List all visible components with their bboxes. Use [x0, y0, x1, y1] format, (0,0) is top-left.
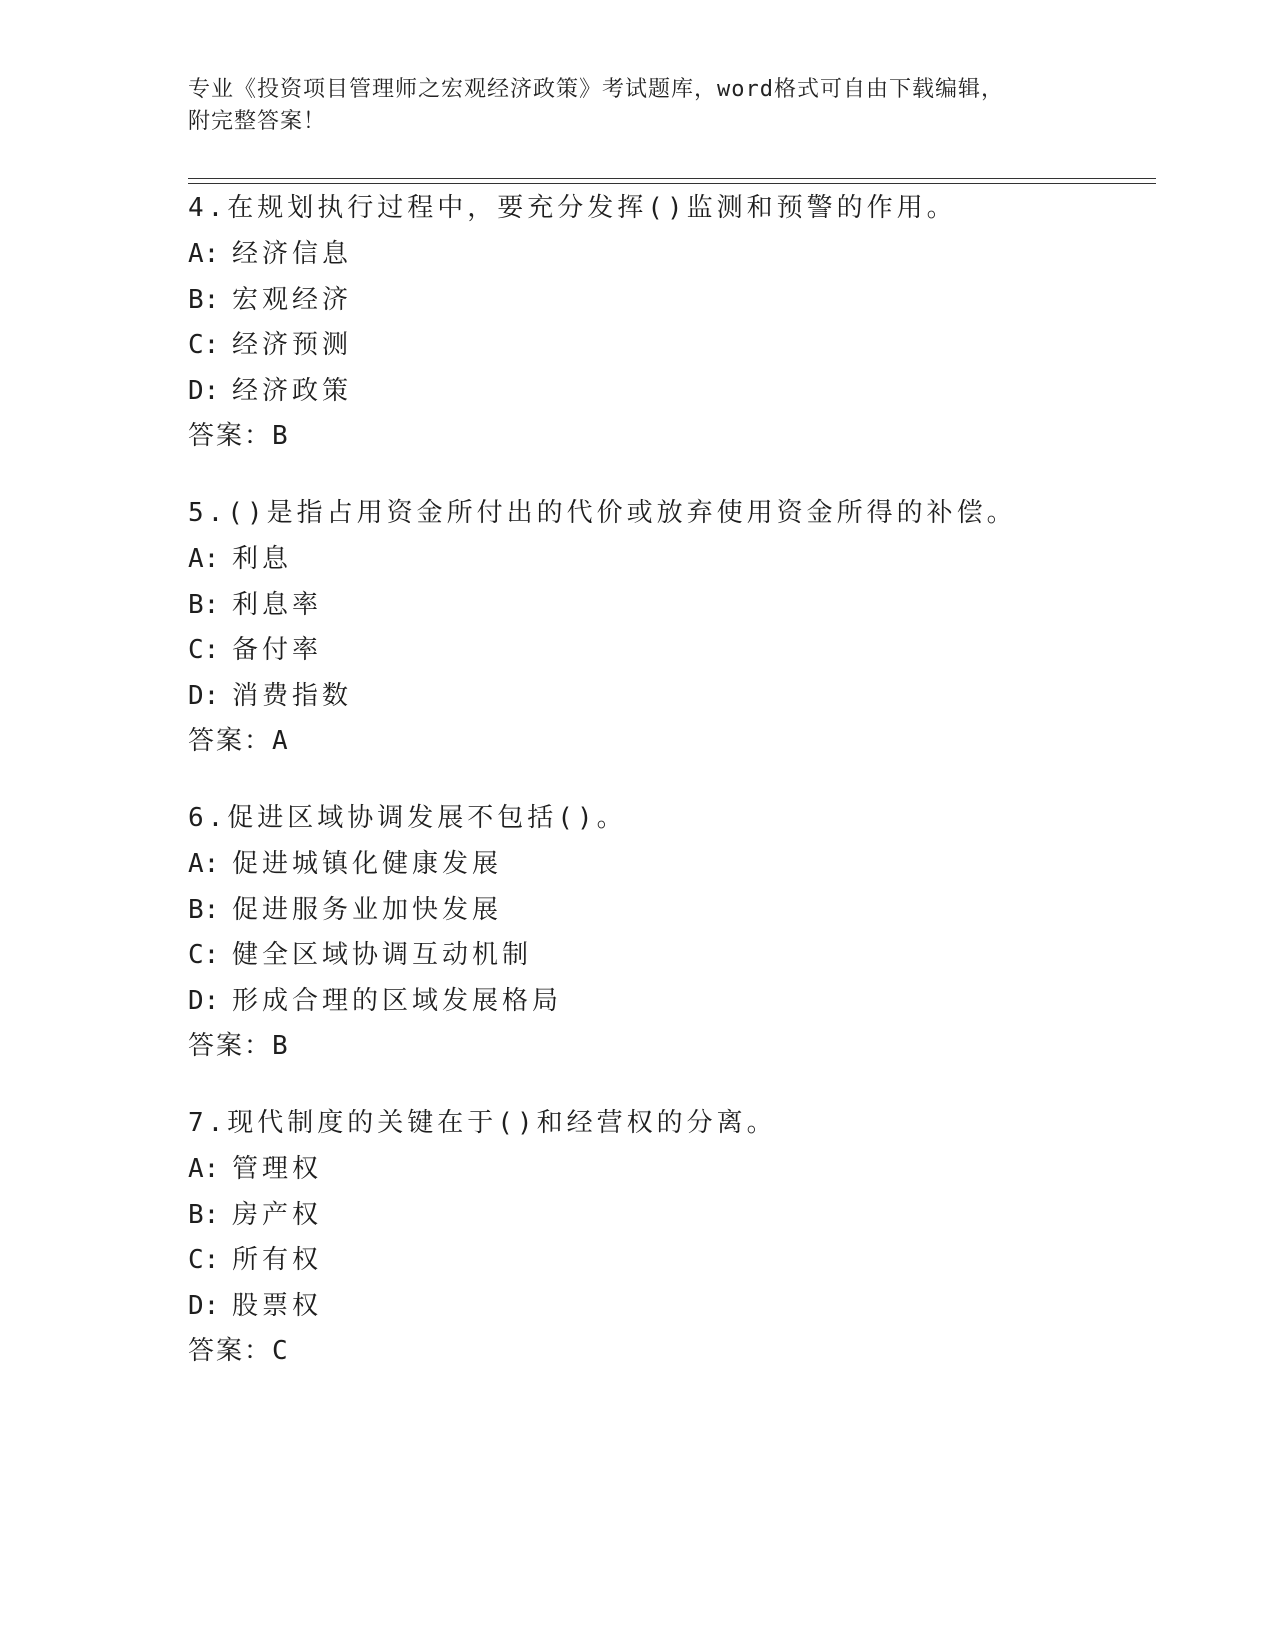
option-letter: C:: [188, 1245, 220, 1275]
answer-value: B: [272, 421, 290, 451]
question-stem: 5.()是指占用资金所付出的代价或放弃使用资金所得的补偿。: [188, 498, 1017, 528]
option-text: 房产权: [232, 1200, 323, 1230]
option-letter: A:: [188, 1154, 220, 1184]
document-header: [188, 74, 1068, 138]
option-letter: D:: [188, 681, 220, 711]
answer-label: 答案：: [188, 1336, 273, 1366]
option-b: [188, 1197, 322, 1233]
option-a: [188, 846, 502, 882]
option-text: 所有权: [232, 1245, 323, 1275]
option-d: [188, 983, 562, 1019]
answer-line: [188, 1333, 290, 1369]
answer-line: [188, 723, 290, 759]
option-a: [188, 236, 352, 272]
option-text: 消费指数: [232, 681, 353, 711]
answer-label: 答案：: [188, 726, 273, 756]
option-a: [188, 541, 292, 577]
option-text: 促进城镇化健康发展: [232, 849, 503, 879]
option-letter: D:: [188, 1291, 220, 1321]
option-b: [188, 892, 502, 928]
question-stem: 4.在规划执行过程中，要充分发挥()监测和预警的作用。: [188, 193, 957, 223]
answer-line: [188, 418, 290, 454]
option-text: 经济预测: [232, 330, 353, 360]
header-divider: [188, 178, 1156, 184]
option-text: 健全区域协调互动机制: [232, 940, 533, 970]
option-text: 管理权: [232, 1154, 323, 1184]
option-text: 促进服务业加快发展: [232, 895, 503, 925]
option-c: [188, 937, 532, 973]
option-d: [188, 678, 352, 714]
header-line-1: 专业《投资项目管理师之宏观经济政策》考试题库，word格式可自由下载编辑，: [188, 77, 1004, 102]
answer-value: A: [272, 726, 290, 756]
option-letter: A:: [188, 849, 220, 879]
option-text: 经济信息: [232, 239, 353, 269]
option-letter: C:: [188, 635, 220, 665]
answer-value: B: [272, 1031, 290, 1061]
option-c: [188, 632, 322, 668]
option-c: [188, 1242, 322, 1278]
option-text: 备付率: [232, 635, 323, 665]
option-c: [188, 327, 352, 363]
answer-label: 答案：: [188, 1031, 273, 1061]
option-b: [188, 587, 322, 623]
option-a: [188, 1151, 322, 1187]
answer-label: 答案：: [188, 421, 273, 451]
answer-line: [188, 1028, 290, 1064]
option-letter: A:: [188, 544, 220, 574]
option-text: 形成合理的区域发展格局: [232, 986, 563, 1016]
header-line-2: 附完整答案！: [188, 109, 327, 134]
question-stem: 7.现代制度的关键在于()和经营权的分离。: [188, 1108, 777, 1138]
answer-value: C: [272, 1336, 290, 1366]
option-letter: B:: [188, 590, 220, 620]
option-letter: D:: [188, 986, 220, 1016]
option-letter: D:: [188, 376, 220, 406]
option-d: [188, 1288, 322, 1324]
question-stem: 6.促进区域协调发展不包括()。: [188, 803, 627, 833]
option-text: 经济政策: [232, 376, 353, 406]
option-text: 利息: [232, 544, 293, 574]
option-letter: B:: [188, 1200, 220, 1230]
option-d: [188, 373, 352, 409]
option-letter: B:: [188, 285, 220, 315]
option-letter: C:: [188, 330, 220, 360]
option-letter: C:: [188, 940, 220, 970]
option-text: 利息率: [232, 590, 323, 620]
option-text: 股票权: [232, 1291, 323, 1321]
option-text: 宏观经济: [232, 285, 353, 315]
option-letter: B:: [188, 895, 220, 925]
option-b: [188, 282, 352, 318]
option-letter: A:: [188, 239, 220, 269]
